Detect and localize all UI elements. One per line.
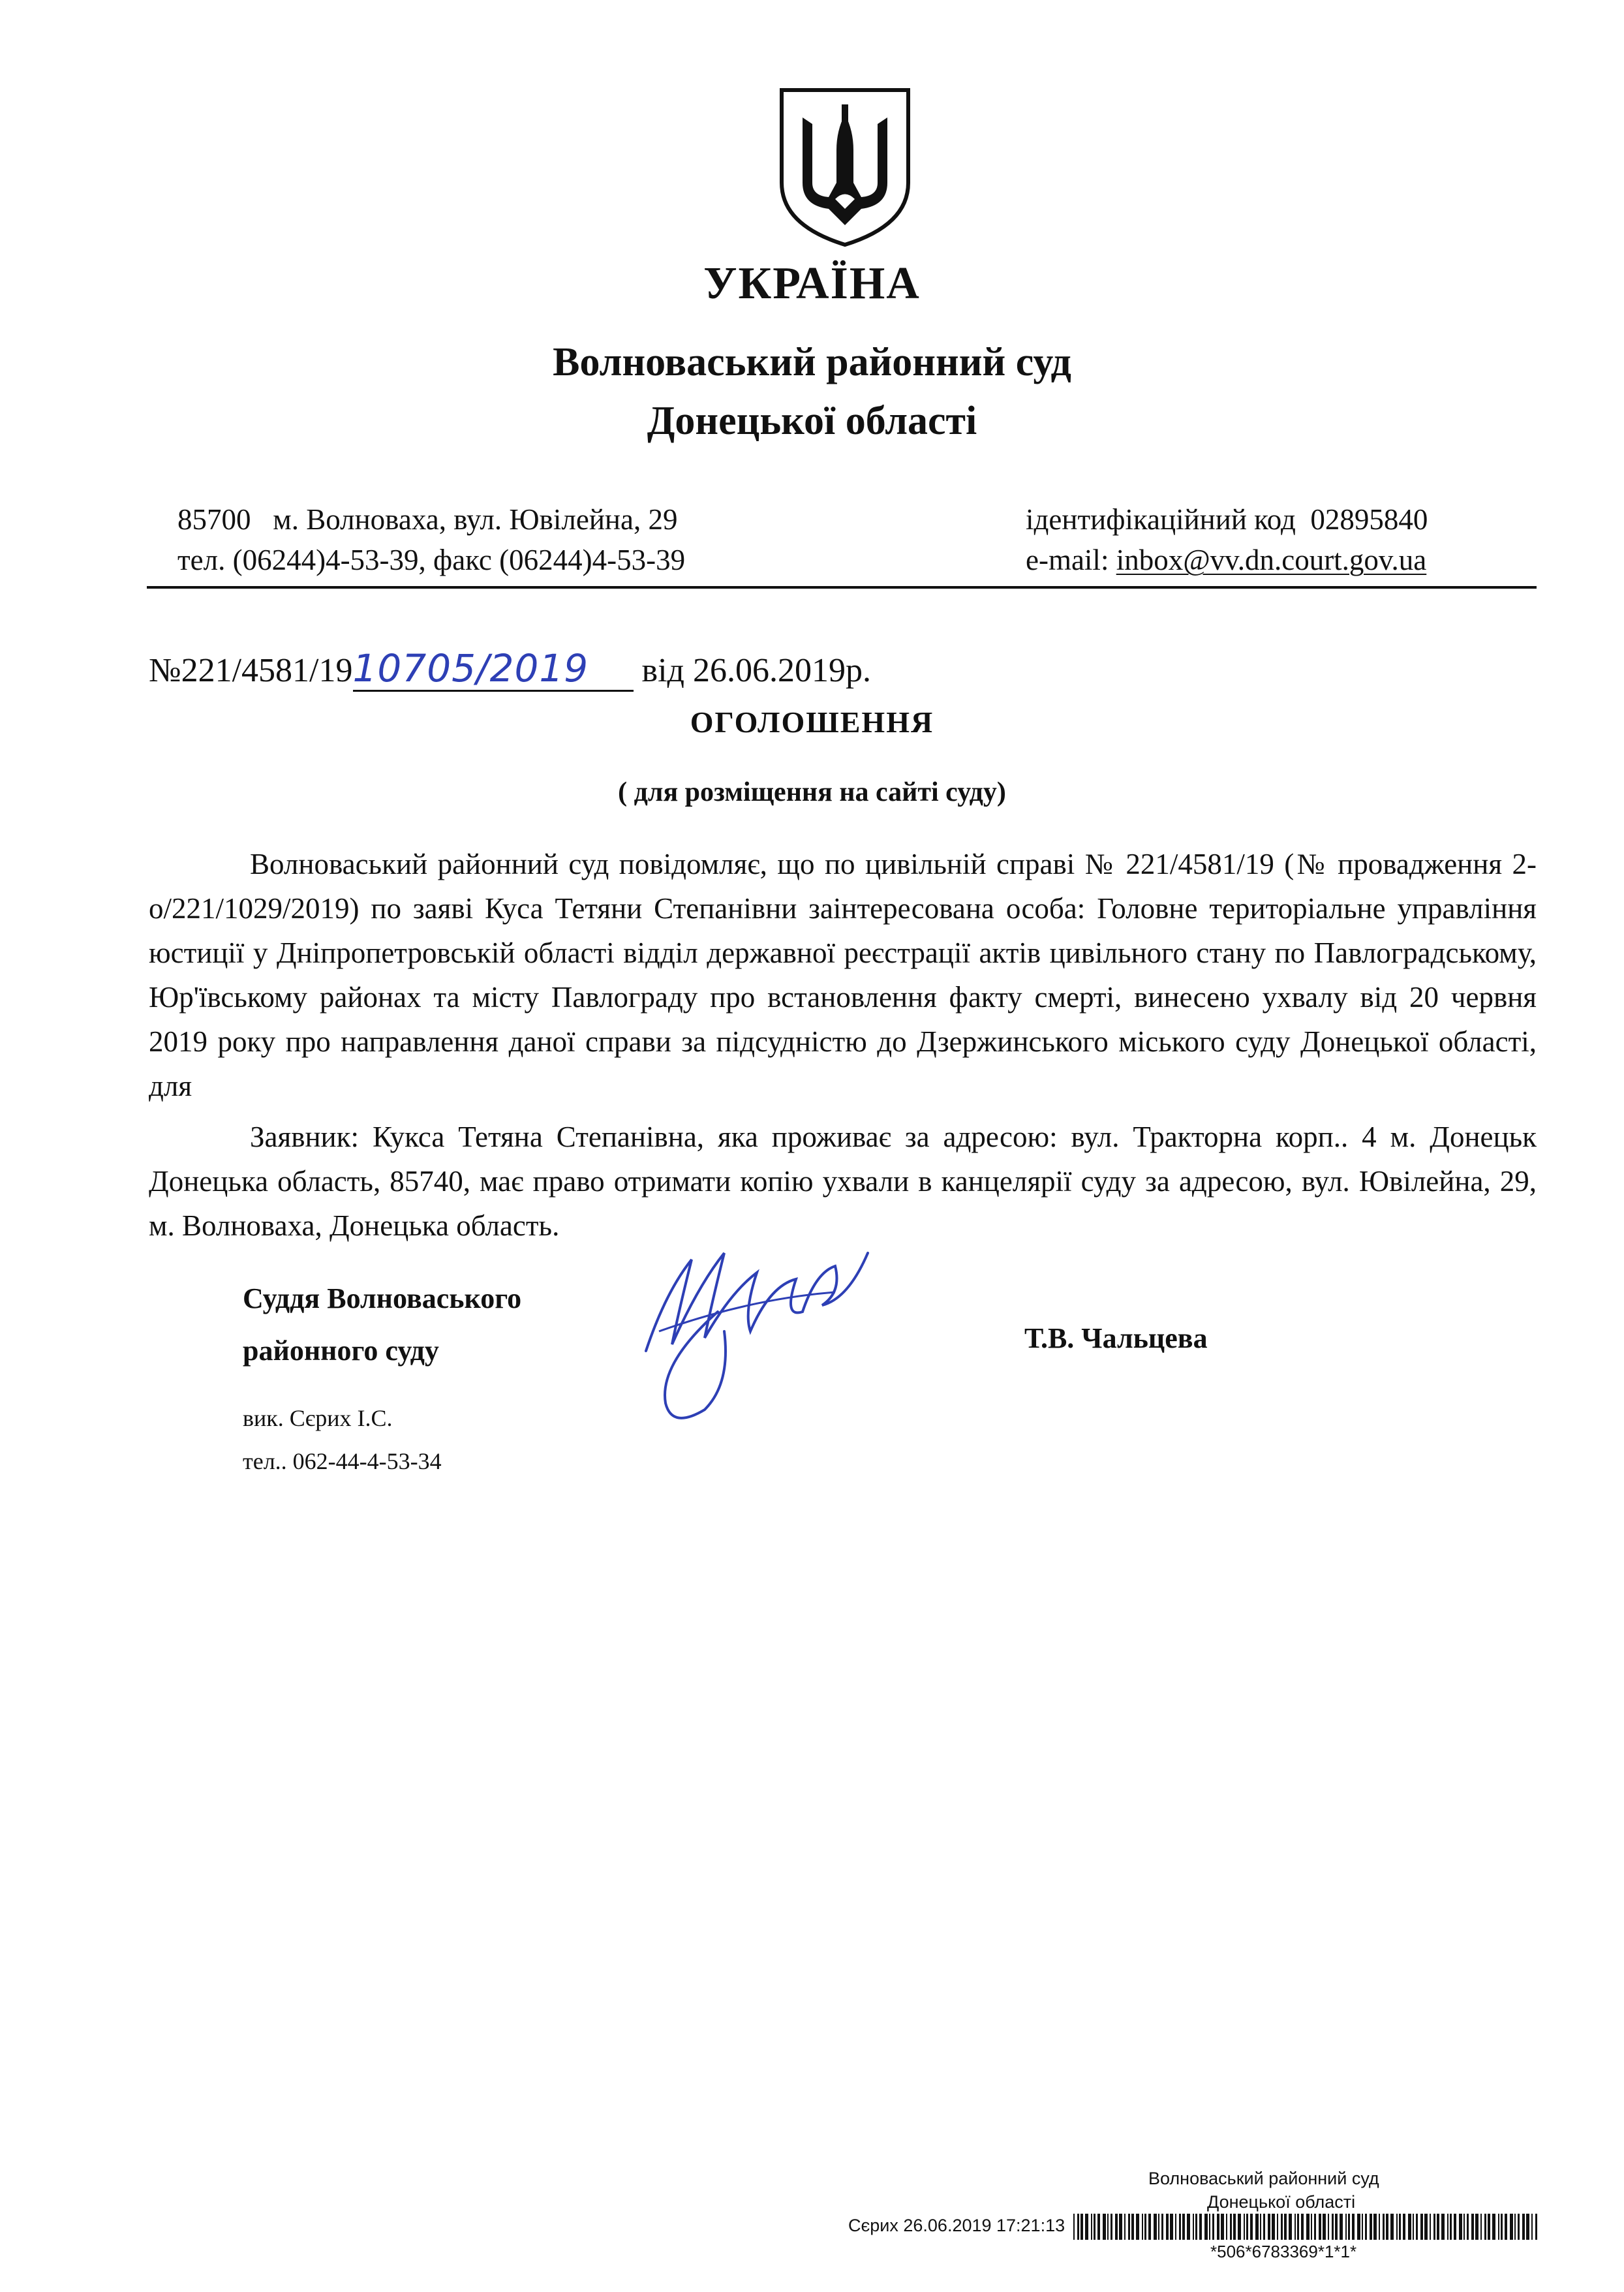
court-name-line2: Донецької області — [647, 399, 977, 443]
email-link[interactable]: inbox@vv.dn.court.gov.ua — [1116, 544, 1427, 576]
announcement-paragraph-2: Заявник: Кукса Тетяна Степанівна, яка проживає за адресою: вул. Тракторна корп.. 4 м. Донецьк Донецька область, 85740, має право отримати копію ухвали в канцелярії суду за адресою, вул. Ювілейна, 29, м. Волноваха, Донецька область. — [149, 1121, 1537, 1242]
document-title: ОГОЛОШЕННЯ — [690, 705, 934, 739]
executor-name: вик. Сєрих І.С. — [243, 1405, 393, 1431]
country-title: УКРАЇНА — [703, 258, 921, 309]
document-number-line — [149, 646, 871, 692]
trident-coat-of-arms-icon — [776, 85, 913, 248]
court-phone: тел. (06244)4-53-39, факс (06244)4-53-39 — [177, 544, 686, 576]
court-address: 85700 м. Волноваха, вул. Ювілейна, 29 — [177, 503, 678, 536]
document-date: 26.06.2019р. — [692, 652, 871, 689]
handwritten-signature — [620, 1233, 894, 1436]
court-name-line1: Волноваський районний суд — [553, 340, 1071, 384]
header-divider — [147, 586, 1537, 589]
document-subtitle: ( для розміщення на сайті суду) — [618, 777, 1006, 807]
judge-name: Т.В. Чальцева — [1024, 1322, 1208, 1354]
signatory-title-line1: Суддя Волноваського — [243, 1282, 522, 1314]
signatory-title — [243, 1273, 521, 1377]
signatory-title-line2: районного суду — [243, 1335, 439, 1367]
id-code: ідентифікаційний код 02895840 — [1026, 503, 1428, 536]
email-label: e-mail: — [1026, 544, 1109, 576]
document-number: №221/4581/19 — [149, 652, 353, 689]
barcode-number: *506*6783369*1*1* — [1210, 2242, 1357, 2261]
stamp-court-line2: Донецької області — [1207, 2192, 1356, 2212]
barcode-icon — [1073, 2214, 1540, 2240]
court-name — [0, 333, 1624, 450]
announcement-paragraph-1: Волноваський районний суд повідомляє, що по цивільній справі № 221/4581/19 (№ провадження 2-о/221/1029/2019) по заяві Куса Тетяни Степанівни заінтересована особа: Головне територіальне управління юстиції у Дніпропетровській області відділ державної реєстрації актів цивільного стану по Павлоградському, Юр'ївському районах та місту Павлограду про встановлення факту смерті, винесено ухвалу від 20 червня 2019 року про направлення даної справи за підсудністю до Дзержинського міського суду Донецької області, для — [149, 848, 1537, 1102]
handwritten-registration-number: 10705/2019 — [353, 649, 634, 692]
court-identifiers-block — [1026, 499, 1428, 580]
court-address-block — [177, 499, 685, 580]
date-prefix: від — [641, 652, 684, 689]
registration-stamp-court — [1148, 2167, 1379, 2214]
executor-block — [243, 1397, 442, 1483]
clerk-timestamp: Сєрих 26.06.2019 17:21:13 — [848, 2216, 1065, 2235]
stamp-court-line1: Волноваський районний суд — [1148, 2169, 1379, 2188]
executor-phone: тел.. 062-44-4-53-34 — [243, 1448, 442, 1474]
email-line — [1026, 540, 1428, 580]
